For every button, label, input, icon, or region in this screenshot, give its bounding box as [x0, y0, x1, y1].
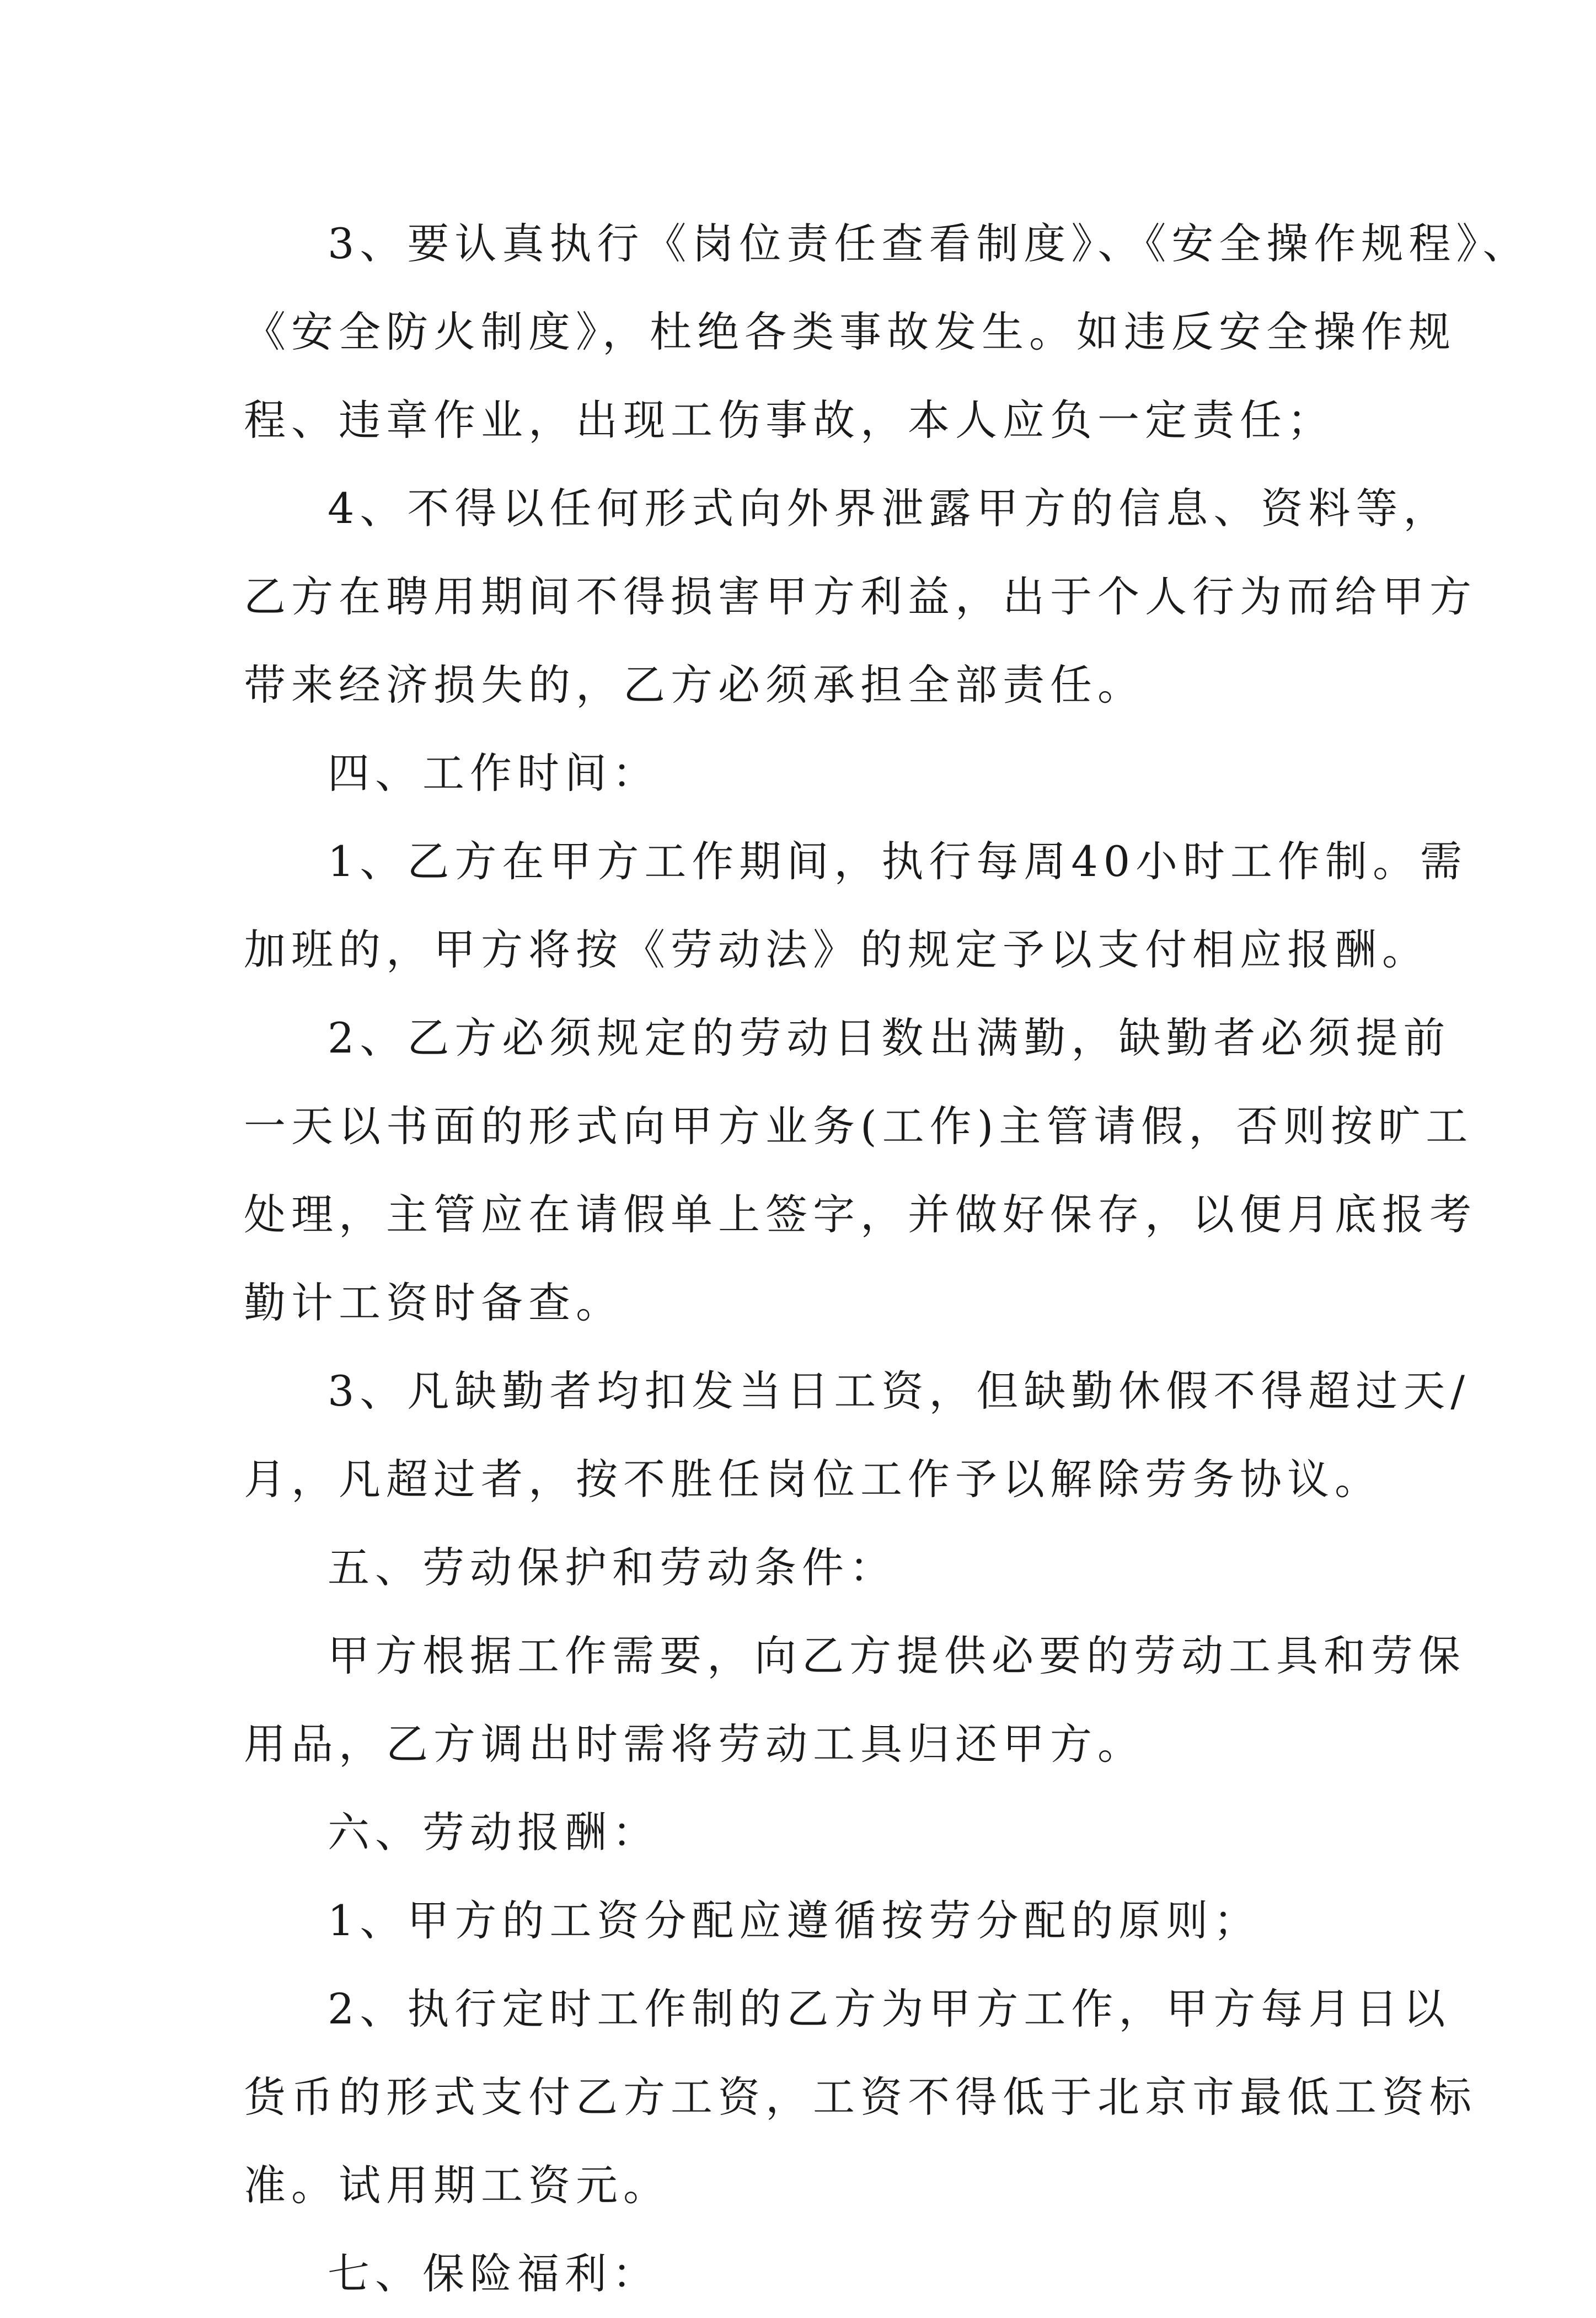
text-line: 加班的，甲方将按《劳动法》的规定予以支付相应报酬。 — [244, 925, 1429, 974]
text-line: 带来经济损失的，乙方必须承担全部责任。 — [244, 660, 1145, 709]
text-line: 月，凡超过者，按不胜任岗位工作予以解除劳务协议。 — [244, 1455, 1382, 1504]
text-line: 五、劳动保护和劳动条件： — [328, 1543, 897, 1592]
text-line: 准。试用期工资元。 — [244, 2161, 671, 2210]
text-line: 乙方在聘用期间不得损害甲方利益，出于个人行为而给甲方 — [244, 572, 1477, 621]
document-body — [244, 200, 1530, 2318]
text-line: 处理，主管应在请假单上签字，并做好保存，以便月底报考 — [244, 1190, 1477, 1239]
text-line: 3、凡缺勤者均扣发当日工资，但缺勤休假不得超过天/ — [328, 1366, 1470, 1416]
text-line: 4、不得以任何形式向外界泄露甲方的信息、资料等， — [328, 484, 1451, 533]
text-line: 用品，乙方调出时需将劳动工具归还甲方。 — [244, 1719, 1145, 1769]
text-line: 1、甲方的工资分配应遵循按劳分配的原则； — [328, 1896, 1261, 1945]
text-line: 一天以书面的形式向甲方业务(工作)主管请假，否则按旷工 — [244, 1102, 1474, 1151]
text-line: 3、要认真执行《岗位责任查看制度》、《安全操作规程》、 — [328, 219, 1530, 268]
text-line: 货币的形式支付乙方工资，工资不得低于北京市最低工资标 — [244, 2073, 1477, 2122]
text-line: 七、保险福利： — [328, 2249, 660, 2298]
text-line: 程、违章作业，出现工伤事故，本人应负一定责任； — [244, 396, 1335, 445]
text-line: 2、执行定时工作制的乙方为甲方工作，甲方每月日以 — [328, 1984, 1451, 2033]
text-line: 2、乙方必须规定的劳动日数出满勤，缺勤者必须提前 — [328, 1013, 1451, 1062]
text-line: 《安全防火制度》，杜绝各类事故发生。如违反安全操作规 — [244, 307, 1456, 356]
text-line: 1、乙方在甲方工作期间，执行每周40小时工作制。需 — [328, 837, 1468, 886]
text-line: 四、工作时间： — [328, 749, 660, 798]
text-line: 勤计工资时备查。 — [244, 1278, 623, 1327]
text-line: 六、劳动报酬： — [328, 1808, 660, 1857]
text-line: 甲方根据工作需要，向乙方提供必要的劳动工具和劳保 — [328, 1631, 1466, 1680]
